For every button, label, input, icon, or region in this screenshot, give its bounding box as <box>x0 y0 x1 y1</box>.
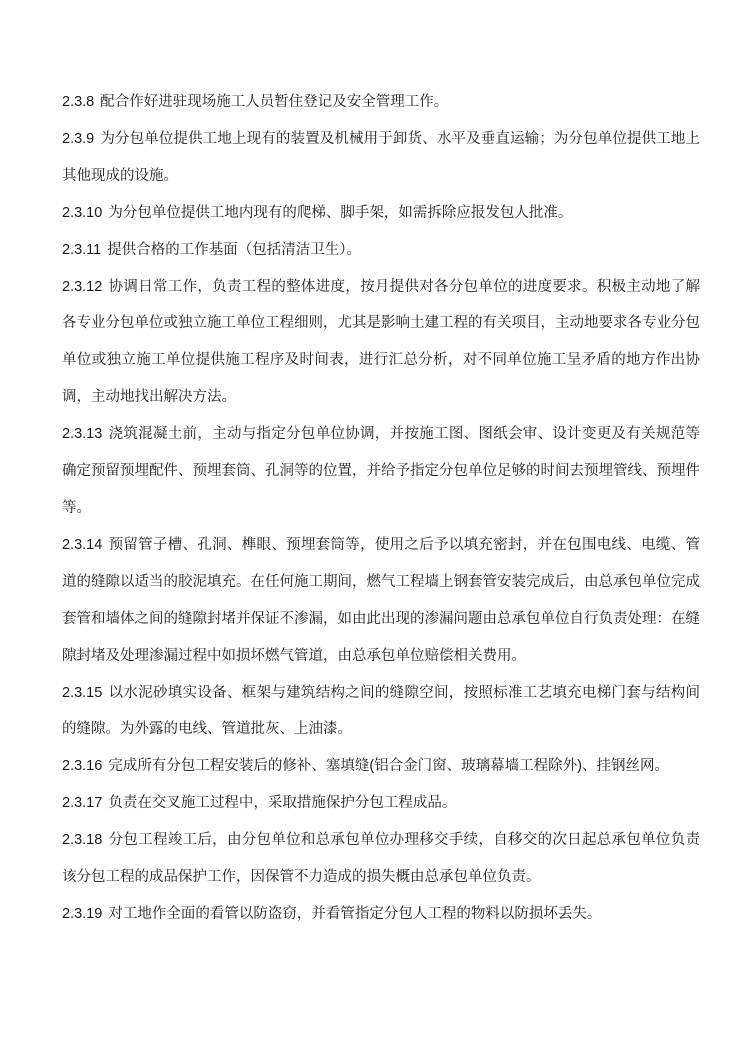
clause-text: 为分包单位提供工地上现有的装置及机械用于卸货、水平及垂直运输；为分包单位提供工地上其他现成的设施。 <box>62 130 700 184</box>
paragraph-2-3-16 <box>62 748 700 785</box>
clause-text: 以水泥砂填实设备、框架与建筑结构之间的缝隙空间，按照标准工艺填充电梯门套与结构间的缝隙。为外露的电线、管道批灰、上油漆。 <box>62 684 700 738</box>
clause-number: 2.3.11 <box>62 241 102 258</box>
paragraph-2-3-12 <box>62 269 700 417</box>
clause-text: 完成所有分包工程安装后的修补、塞填缝(铝合金门窗、玻璃幕墙工程除外)、挂钢丝网。 <box>108 758 669 775</box>
paragraph-2-3-19 <box>62 896 700 933</box>
clause-text: 负责在交叉施工过程中，采取措施保护分包工程成品。 <box>108 795 457 812</box>
clause-text: 提供合格的工作基面（包括清洁卫生）。 <box>107 241 361 258</box>
paragraph-2-3-10 <box>62 195 700 232</box>
clause-number: 2.3.19 <box>62 905 103 922</box>
paragraph-2-3-14 <box>62 527 700 675</box>
clause-text: 为分包单位提供工地内现有的爬梯、脚手架，如需拆除应报发包人批准。 <box>108 204 573 221</box>
clause-number: 2.3.15 <box>62 684 103 701</box>
clause-text: 配合作好进驻现场施工人员暂住登记及安全管理工作。 <box>100 94 449 110</box>
clause-number: 2.3.18 <box>62 832 103 849</box>
paragraph-2-3-18 <box>62 822 700 896</box>
clause-number: 2.3.12 <box>62 278 103 295</box>
paragraph-2-3-11 <box>62 232 700 269</box>
clause-number: 2.3.14 <box>62 536 103 553</box>
clause-text: 浇筑混凝土前，主动与指定分包单位协调，并按施工图、图纸会审、设计变更及有关规范等确定预留预埋配件、预埋套筒、孔洞等的位置，并给予指定分包单位足够的时间去预埋管线、预埋件等。 <box>62 426 700 516</box>
clause-number: 2.3.16 <box>62 758 103 775</box>
document-body <box>62 84 700 933</box>
clause-number: 2.3.13 <box>62 426 103 443</box>
paragraph-2-3-13 <box>62 416 700 527</box>
paragraph-2-3-9 <box>62 121 700 195</box>
clause-number: 2.3.17 <box>62 795 103 812</box>
clause-text: 对工地作全面的看管以防盗窃，并看管指定分包人工程的物料以防损坏丢失。 <box>108 905 602 922</box>
paragraph-2-3-8 <box>62 84 700 121</box>
clause-text: 协调日常工作，负责工程的整体进度，按月提供对各分包单位的进度要求。积极主动地了解各专业分包单位或独立施工单位工程细则，尤其是影响土建工程的有关项目，主动地要求各专业分包单位或独立施工单位提供施工程序及时间表，进行汇总分析，对不同单位施工呈矛盾的地方作出协调，主动地找出解决方法。 <box>62 278 700 406</box>
clause-number: 2.3.9 <box>62 130 95 147</box>
clause-text: 预留管子槽、孔洞、榫眼、预埋套筒等，使用之后予以填充密封，并在包围电线、电缆、管道的缝隙以适当的胶泥填充。在任何施工期间，燃气工程墙上钢套管安装完成后，由总承包单位完成套管和墙体之间的缝隙封堵并保证不渗漏，如由此出现的渗漏问题由总承包单位自行负责处理：在缝隙封堵及处理渗漏过程中如损坏燃气管道，由总承包单位赔偿相关费用。 <box>62 536 700 664</box>
clause-number: 2.3.8 <box>62 94 95 110</box>
clause-number: 2.3.10 <box>62 204 103 221</box>
paragraph-2-3-17 <box>62 785 700 822</box>
paragraph-2-3-15 <box>62 675 700 749</box>
clause-text: 分包工程竣工后，由分包单位和总承包单位办理移交手续，自移交的次日起总承包单位负责该分包工程的成品保护工作，因保管不力造成的损失概由总承包单位负责。 <box>62 832 700 886</box>
